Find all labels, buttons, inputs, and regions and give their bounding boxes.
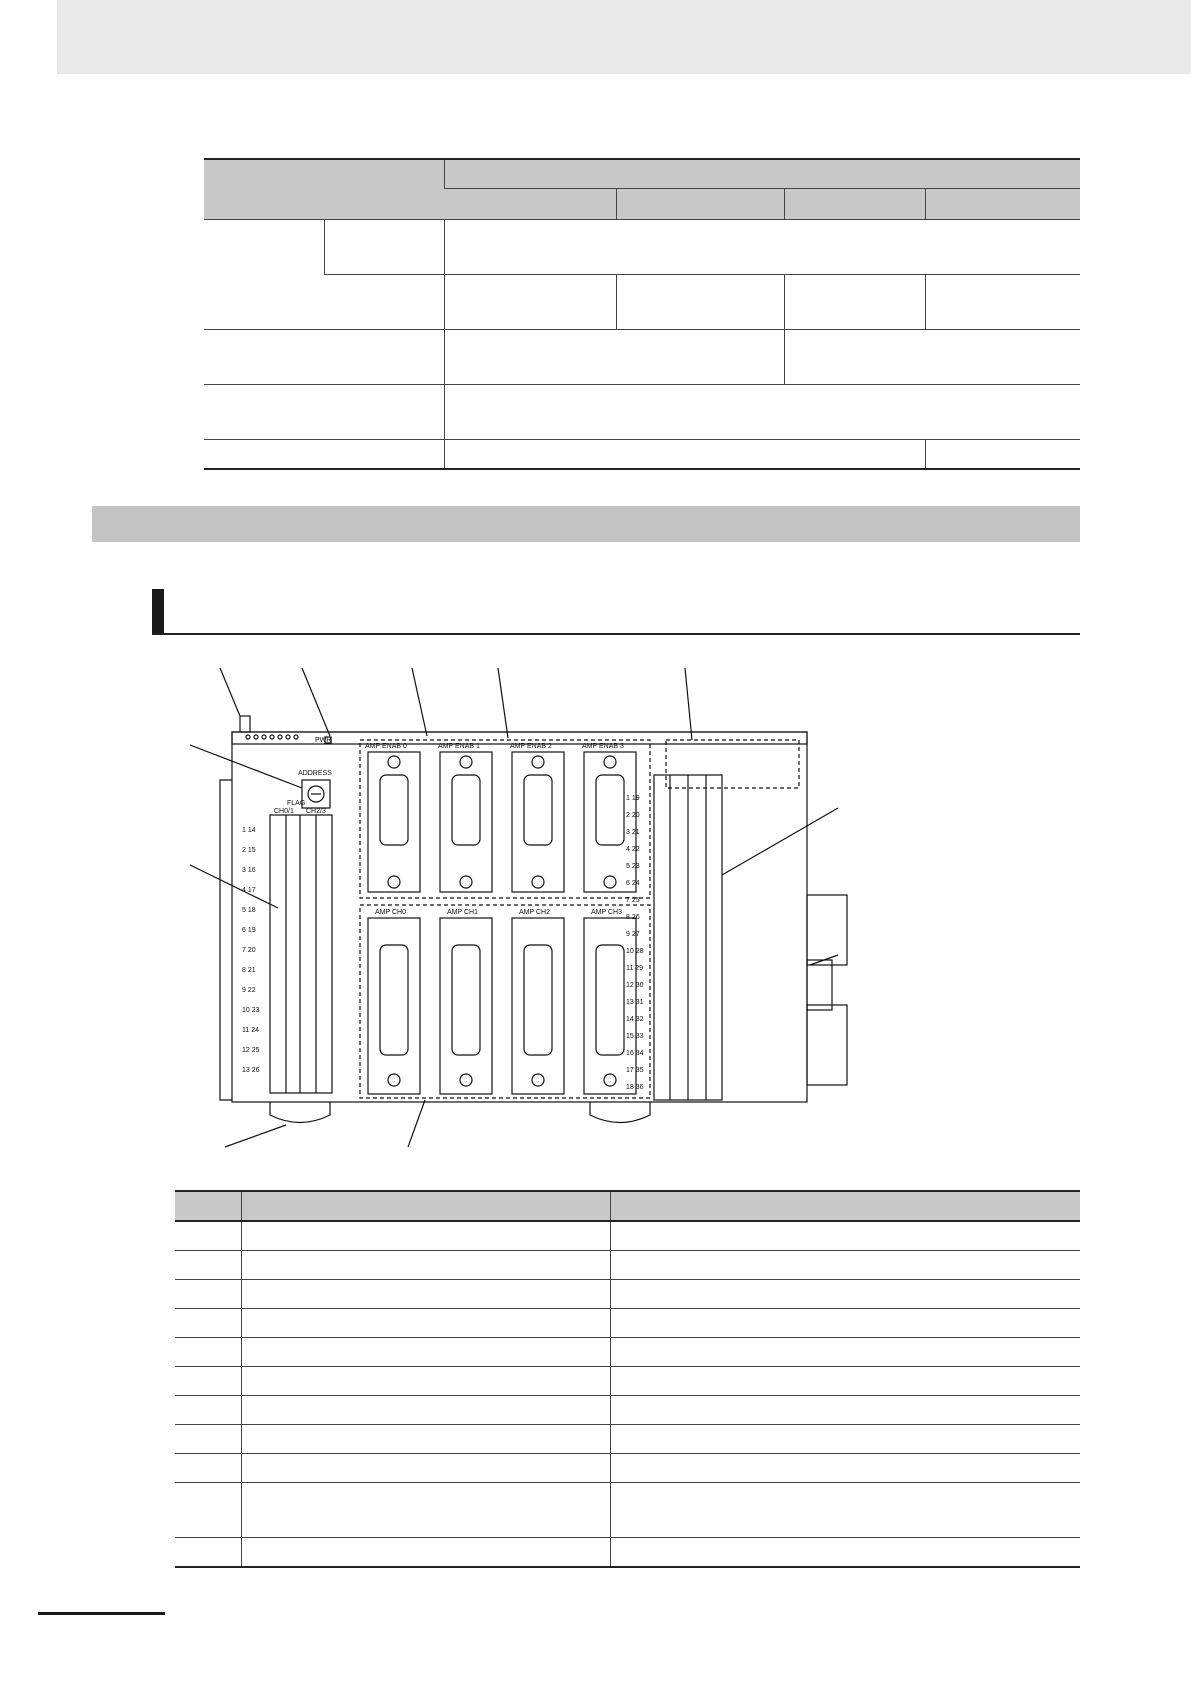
left-terminal-number: 11 24: [242, 1027, 259, 1034]
right-terminal-number: 12 30: [626, 982, 644, 989]
parts-cell: [175, 1425, 241, 1454]
left-terminal-number: 13 26: [242, 1067, 260, 1074]
parts-table: [175, 1190, 1080, 1568]
right-terminal-number: 6 24: [626, 880, 640, 887]
right-terminal-number: 10 28: [626, 948, 644, 955]
parts-cell: [610, 1338, 1080, 1367]
left-terminal-number: 7 20: [242, 947, 256, 954]
parts-cell: [610, 1309, 1080, 1338]
right-terminal-number: 18 36: [626, 1084, 644, 1091]
right-terminal-number: 14 32: [626, 1016, 644, 1023]
section-heading-band: [92, 506, 1080, 542]
parts-cell: [175, 1309, 241, 1338]
table-row: [175, 1396, 1080, 1425]
left-terminal-number: 3 16: [242, 867, 256, 874]
left-terminal-number: 9 22: [242, 987, 256, 994]
spec-cell: [925, 439, 1080, 469]
parts-cell: [610, 1396, 1080, 1425]
amp-ch0-label: AMP CH0: [375, 909, 406, 916]
left-terminal-number: 5 18: [242, 907, 256, 914]
left-terminal-number: 4 17: [242, 887, 256, 894]
table-row: [175, 1338, 1080, 1367]
spec-cell: [324, 219, 444, 274]
spec-cell: [784, 329, 1080, 384]
parts-cell: [175, 1396, 241, 1425]
parts-cell: [175, 1280, 241, 1309]
parts-header-name: [241, 1191, 610, 1221]
spec-header-col: [925, 188, 1080, 219]
spec-cell: [444, 329, 784, 384]
table-row: [175, 1309, 1080, 1338]
parts-cell: [610, 1251, 1080, 1280]
left-terminal-number: 12 25: [242, 1047, 260, 1054]
parts-cell: [610, 1367, 1080, 1396]
parts-cell: [241, 1483, 610, 1538]
subsection-marker: [152, 589, 164, 633]
spec-header-col: [784, 188, 925, 219]
table-row: [175, 1454, 1080, 1483]
parts-cell: [610, 1221, 1080, 1251]
ch01-label: CH0/1: [274, 808, 294, 815]
spec-cell: [444, 384, 1080, 439]
spec-cell: [204, 384, 444, 439]
parts-cell: [241, 1425, 610, 1454]
spec-cell: [925, 274, 1080, 329]
parts-cell: [241, 1251, 610, 1280]
table-row: [175, 1367, 1080, 1396]
parts-cell: [610, 1483, 1080, 1538]
ch23-label: CH2/3: [306, 808, 326, 815]
amp-ch3-label: AMP CH3: [591, 909, 622, 916]
spec-cell: [204, 439, 444, 469]
right-terminal-number: 9 27: [626, 931, 640, 938]
table-row: [175, 1425, 1080, 1454]
specifications-table: [204, 158, 1080, 470]
parts-cell: [241, 1221, 610, 1251]
right-terminal-number: 1 19: [626, 795, 640, 802]
pwr-label: PWR: [315, 737, 332, 744]
parts-cell: [175, 1538, 241, 1568]
spec-cell: [444, 219, 1080, 274]
spec-cell: [444, 274, 616, 329]
right-terminal-number: 3 21: [626, 829, 640, 836]
parts-cell: [610, 1425, 1080, 1454]
parts-cell: [175, 1251, 241, 1280]
parts-cell: [175, 1367, 241, 1396]
right-terminal-number: 7 25: [626, 897, 640, 904]
table-row: [175, 1251, 1080, 1280]
table-row: [175, 1483, 1080, 1538]
footer-rule: [38, 1612, 165, 1615]
spec-header-col: [616, 188, 784, 219]
right-terminal-number: 8 26: [626, 914, 640, 921]
parts-cell: [610, 1280, 1080, 1309]
spec-header-item: [204, 159, 444, 219]
left-terminal-number: 1 14: [242, 827, 256, 834]
parts-cell: [241, 1338, 610, 1367]
amp-enab-0-label: AMP ENAB 0: [365, 743, 407, 750]
parts-cell: [175, 1483, 241, 1538]
parts-header-function: [610, 1191, 1080, 1221]
amp-ch2-label: AMP CH2: [519, 909, 550, 916]
left-terminal-number: 2 15: [242, 847, 256, 854]
unit-diagram: [190, 660, 890, 1160]
amp-ch1-label: AMP CH1: [447, 909, 478, 916]
parts-cell: [175, 1338, 241, 1367]
spec-cell: [616, 274, 784, 329]
parts-cell: [175, 1221, 241, 1251]
right-terminal-number: 2 20: [626, 812, 640, 819]
parts-header-no: [175, 1191, 241, 1221]
amp-enab-3-label: AMP ENAB 3: [582, 743, 624, 750]
spec-header-group: [444, 159, 1080, 188]
parts-cell: [241, 1309, 610, 1338]
subsection-heading: [152, 589, 1080, 635]
flag-label: FLAG: [287, 800, 306, 807]
right-terminal-number: 16 34: [626, 1050, 644, 1057]
parts-cell: [241, 1367, 610, 1396]
parts-cell: [610, 1538, 1080, 1568]
amp-enab-2-label: AMP ENAB 2: [510, 743, 552, 750]
parts-cell: [610, 1454, 1080, 1483]
table-row: [175, 1221, 1080, 1251]
spec-cell: [444, 439, 925, 469]
right-terminal-number: 5 23: [626, 863, 640, 870]
right-terminal-number: 11 29: [626, 965, 643, 972]
parts-cell: [241, 1396, 610, 1425]
spec-cell: [204, 219, 324, 329]
right-terminal-number: 13 31: [626, 999, 644, 1006]
table-row: [175, 1538, 1080, 1568]
right-terminal-number: 17 35: [626, 1067, 644, 1074]
parts-cell: [241, 1280, 610, 1309]
spec-cell: [784, 274, 925, 329]
left-terminal-number: 10 23: [242, 1007, 260, 1014]
spec-cell: [324, 274, 444, 329]
parts-cell: [241, 1538, 610, 1568]
parts-cell: [241, 1454, 610, 1483]
left-terminal-number: 8 21: [242, 967, 256, 974]
spec-header-col: [444, 188, 616, 219]
address-label: ADDRESS: [298, 770, 332, 777]
right-terminal-number: 15 33: [626, 1033, 644, 1040]
right-terminal-number: 4 22: [626, 846, 640, 853]
spec-cell: [204, 329, 444, 384]
table-row: [175, 1280, 1080, 1309]
left-terminal-number: 6 19: [242, 927, 256, 934]
page-header-band: [57, 0, 1191, 74]
parts-cell: [175, 1454, 241, 1483]
amp-enab-1-label: AMP ENAB 1: [438, 743, 480, 750]
